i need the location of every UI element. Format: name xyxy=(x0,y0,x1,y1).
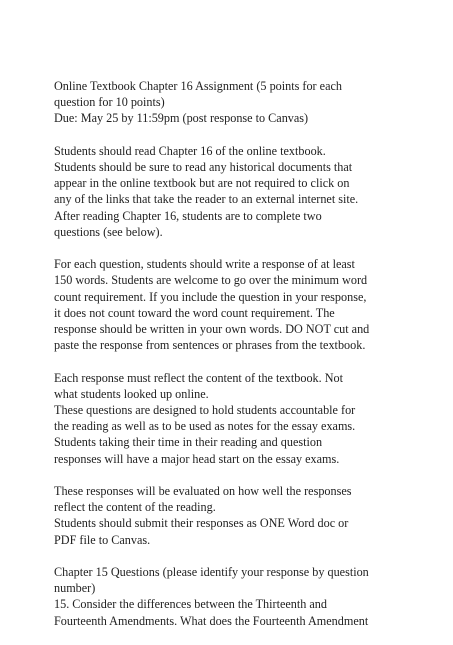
text-line: it does not count toward the word count requirement. The xyxy=(54,305,335,320)
text-line: Each response must reflect the content of the textbook. Not xyxy=(54,370,344,385)
text-line: questions (see below). xyxy=(54,224,163,239)
text-line: 15. Consider the differences between the Thirteenth and xyxy=(54,597,327,612)
text-line: any of the links that take the reader to an external internet site. xyxy=(54,192,359,207)
word-count-paragraph xyxy=(54,256,414,353)
text-line: number) xyxy=(54,581,96,596)
text-line: Online Textbook Chapter 16 Assignment (5 points for each xyxy=(54,79,342,93)
reading-instructions-paragraph xyxy=(54,143,414,240)
text-line: count requirement. If you include the question in your response, xyxy=(54,289,367,304)
content-requirement-paragraph xyxy=(54,370,414,467)
text-line: These responses will be evaluated on how well the responses xyxy=(54,484,352,499)
text-line: After reading Chapter 16, students are to complete two xyxy=(54,208,322,223)
text-line: responses will have a major head start on the essay exams. xyxy=(54,451,340,466)
text-line: the reading as well as to be used as notes for the essay exams. xyxy=(54,419,356,434)
text-line: response should be written in your own words. DO NOT cut and xyxy=(54,322,370,337)
text-line: Chapter 15 Questions (please identify your response by question xyxy=(54,565,369,580)
evaluation-paragraph xyxy=(54,483,414,548)
text-line: paste the response from sentences or phrases from the textbook. xyxy=(54,338,366,353)
text-line: reflect the content of the reading. xyxy=(54,500,216,515)
text-line: Due: May 25 by 11:59pm (post response to Canvas) xyxy=(54,111,309,126)
assignment-header xyxy=(54,78,414,127)
text-line: PDF file to Canvas. xyxy=(54,532,151,547)
document-body xyxy=(54,78,414,645)
text-line: appear in the online textbook but are not required to click on xyxy=(54,176,350,191)
text-line: question for 10 points) xyxy=(54,95,165,110)
text-line: For each question, students should write a response of at least xyxy=(54,257,355,272)
text-line: These questions are designed to hold students accountable for xyxy=(54,403,356,418)
text-line: Students should submit their responses as ONE Word doc or xyxy=(54,516,349,531)
questions-paragraph xyxy=(54,564,414,629)
text-line: 150 words. Students are welcome to go over the minimum word xyxy=(54,273,368,288)
text-line: Fourteenth Amendments. What does the Fourteenth Amendment xyxy=(54,613,369,628)
text-line: Students taking their time in their reading and question xyxy=(54,435,323,450)
text-line: Students should be sure to read any historical documents that xyxy=(54,160,353,174)
text-line: what students looked up online. xyxy=(54,386,209,401)
text-line: Students should read Chapter 16 of the online textbook. xyxy=(54,143,326,158)
